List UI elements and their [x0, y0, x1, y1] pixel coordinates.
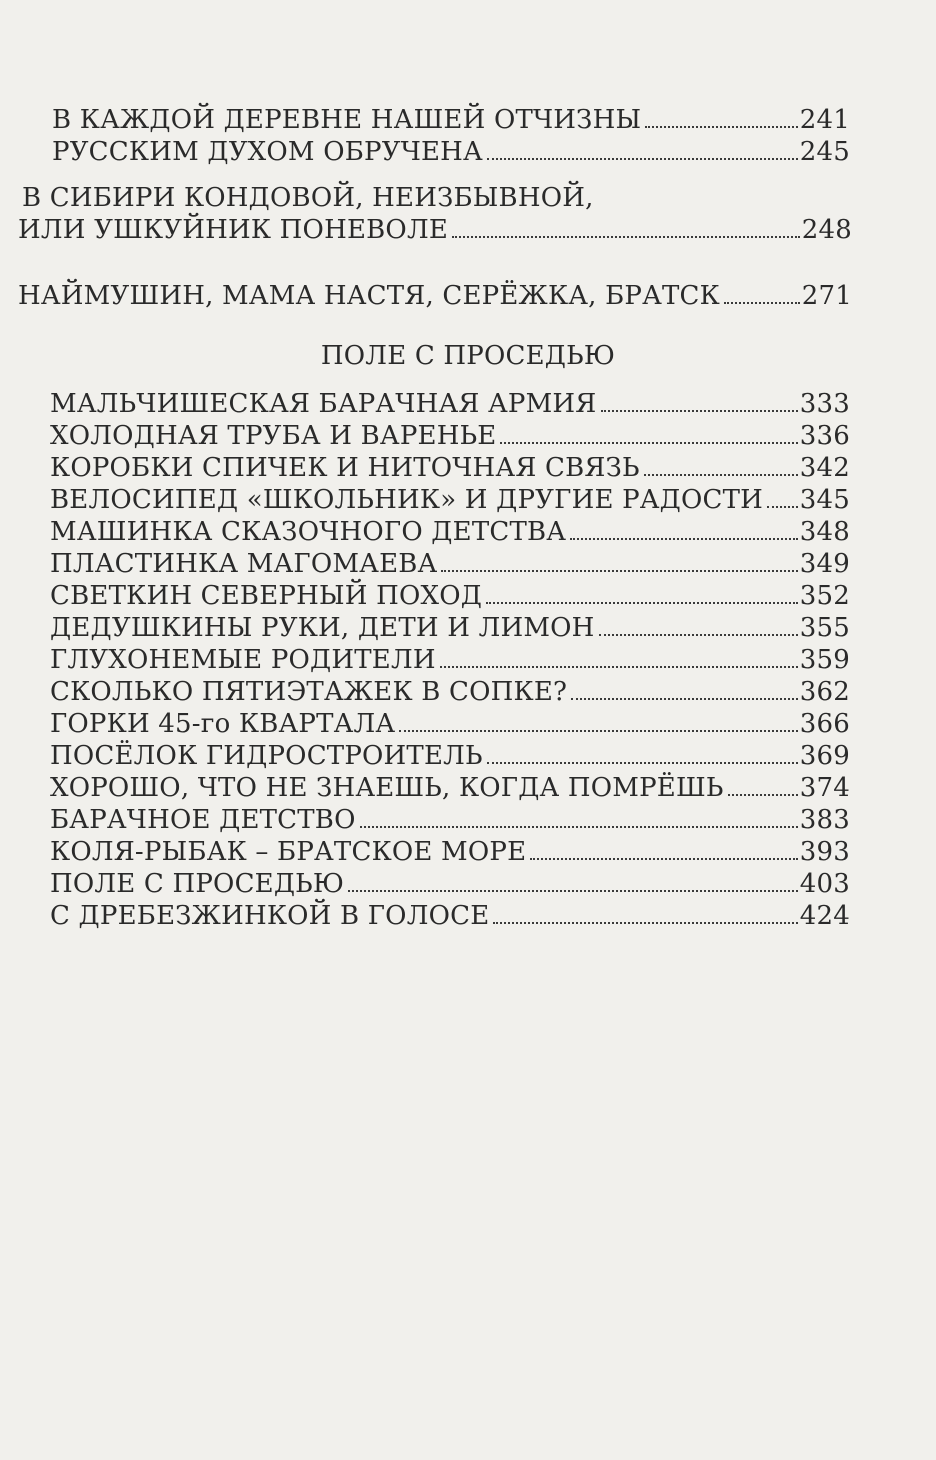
- dot-leader: [493, 922, 797, 924]
- toc-entry-page: 271: [801, 281, 852, 311]
- toc-entry: [50, 740, 850, 772]
- toc-entry: [18, 280, 852, 312]
- toc-entry-title: ХОРОШО, ЧТО НЕ ЗНАЕШЬ, КОГДА ПОМРЁШЬ: [50, 773, 724, 803]
- toc-entry-title: КОРОБКИ СПИЧЕК И НИТОЧНАЯ СВЯЗЬ: [50, 453, 640, 483]
- dot-leader: [487, 158, 798, 160]
- toc-entry: [50, 804, 850, 836]
- toc-entry-title: СВЕТКИН СЕВЕРНЫЙ ПОХОД: [50, 581, 483, 611]
- toc-entry-page: 333: [799, 389, 850, 419]
- section-heading: ПОЛЕ С ПРОСЕДЬЮ: [320, 341, 616, 371]
- toc-entry: [50, 484, 850, 516]
- toc-entry-title: ГОРКИ 45-го КВАРТАЛА: [50, 709, 396, 739]
- toc-entry-title: РУССКИМ ДУХОМ ОБРУЧЕНА: [52, 137, 483, 167]
- toc-entry-page: 342: [799, 453, 850, 483]
- toc-entry-title-line1: В СИБИРИ КОНДОВОЙ, НЕИЗБЫВНОЙ,: [22, 183, 594, 213]
- toc-entry: [50, 580, 850, 612]
- toc-entry-title: ВЕЛОСИПЕД «ШКОЛЬНИК» И ДРУГИЕ РАДОСТИ: [50, 485, 764, 515]
- toc-entry-title: МАШИНКА СКАЗОЧНОГО ДЕТСТВА: [50, 517, 567, 547]
- dot-leader: [724, 302, 800, 304]
- toc-entry-title: ДЕДУШКИНЫ РУКИ, ДЕТИ И ЛИМОН: [50, 613, 595, 643]
- toc-entry: [50, 836, 850, 868]
- toc-entry-page: 241: [799, 105, 850, 135]
- dot-leader: [440, 666, 798, 668]
- dot-leader: [486, 602, 798, 604]
- dot-leader: [360, 826, 798, 828]
- toc-entry-page: 374: [799, 773, 850, 803]
- toc-entry-title: ПОСЁЛОК ГИДРОСТРОИТЕЛЬ: [50, 741, 483, 771]
- toc-entry-title: С ДРЕБЕЗЖИНКОЙ В ГОЛОСЕ: [50, 901, 490, 931]
- dot-leader: [767, 506, 798, 508]
- toc-entry: [50, 420, 850, 452]
- dot-leader: [571, 698, 798, 700]
- toc-entry-page: 349: [799, 549, 850, 579]
- dot-leader: [441, 570, 797, 572]
- toc-entry-page: 393: [799, 837, 850, 867]
- toc-entry: [50, 900, 850, 932]
- toc-entry: [50, 772, 850, 804]
- toc-entry-page: 424: [799, 901, 850, 931]
- toc-entry-page: 403: [799, 869, 850, 899]
- dot-leader: [348, 890, 798, 892]
- dot-leader: [452, 236, 800, 238]
- toc-entry-page: 245: [799, 137, 850, 167]
- toc-entry: [52, 136, 850, 168]
- toc-entry-title: В КАЖДОЙ ДЕРЕВНЕ НАШЕЙ ОТЧИЗНЫ: [52, 105, 642, 135]
- dot-leader: [645, 126, 798, 128]
- toc-entry: [50, 388, 850, 420]
- toc-entry: [50, 516, 850, 548]
- toc-entry-title: МАЛЬЧИШЕСКАЯ БАРАЧНАЯ АРМИЯ: [50, 389, 597, 419]
- toc-entry-page: 366: [799, 709, 850, 739]
- toc-entry-page: 359: [799, 645, 850, 675]
- toc-entry-title: ПЛАСТИНКА МАГОМАЕВА: [50, 549, 438, 579]
- toc-entry-page: 369: [799, 741, 850, 771]
- toc-entry-page: 248: [801, 215, 852, 245]
- dot-leader: [487, 762, 798, 764]
- toc-entry: [50, 612, 850, 644]
- toc-entry: [50, 676, 850, 708]
- toc-entry-title: ХОЛОДНАЯ ТРУБА И ВАРЕНЬЕ: [50, 421, 497, 451]
- toc-entry-title: ГЛУХОНЕМЫЕ РОДИТЕЛИ: [50, 645, 436, 675]
- toc-entry-page: 355: [799, 613, 850, 643]
- toc-entry-title: КОЛЯ-РЫБАК – БРАТСКОЕ МОРЕ: [50, 837, 527, 867]
- dot-leader: [644, 474, 798, 476]
- dot-leader: [570, 538, 798, 540]
- toc-entry: [50, 868, 850, 900]
- toc-entry-page: 383: [799, 805, 850, 835]
- toc-entry: [52, 104, 850, 136]
- dot-leader: [530, 858, 798, 860]
- toc-entry: [50, 644, 850, 676]
- dot-leader: [599, 634, 798, 636]
- dot-leader: [399, 730, 797, 732]
- toc-entry-page: 362: [799, 677, 850, 707]
- toc-entry-title: ПОЛЕ С ПРОСЕДЬЮ: [50, 869, 345, 899]
- toc-entry-page: 348: [799, 517, 850, 547]
- toc-entry-title-line2: ИЛИ УШКУЙНИК ПОНЕВОЛЕ: [18, 215, 449, 245]
- toc-entry-page: 336: [799, 421, 850, 451]
- dot-leader: [601, 410, 798, 412]
- dot-leader: [728, 794, 798, 796]
- toc-entry-title: СКОЛЬКО ПЯТИЭТАЖЕК В СОПКЕ?: [50, 677, 568, 707]
- toc-entry-title: НАЙМУШИН, МАМА НАСТЯ, СЕРЁЖКА, БРАТСК: [18, 281, 720, 311]
- toc-entry-page: 345: [799, 485, 850, 515]
- toc-entry-title: БАРАЧНОЕ ДЕТСТВО: [50, 805, 356, 835]
- toc-entry: [18, 214, 852, 246]
- toc-entry: [50, 548, 850, 580]
- toc-entry: [50, 452, 850, 484]
- toc-entry-page: 352: [799, 581, 850, 611]
- dot-leader: [500, 442, 797, 444]
- toc-entry: [50, 708, 850, 740]
